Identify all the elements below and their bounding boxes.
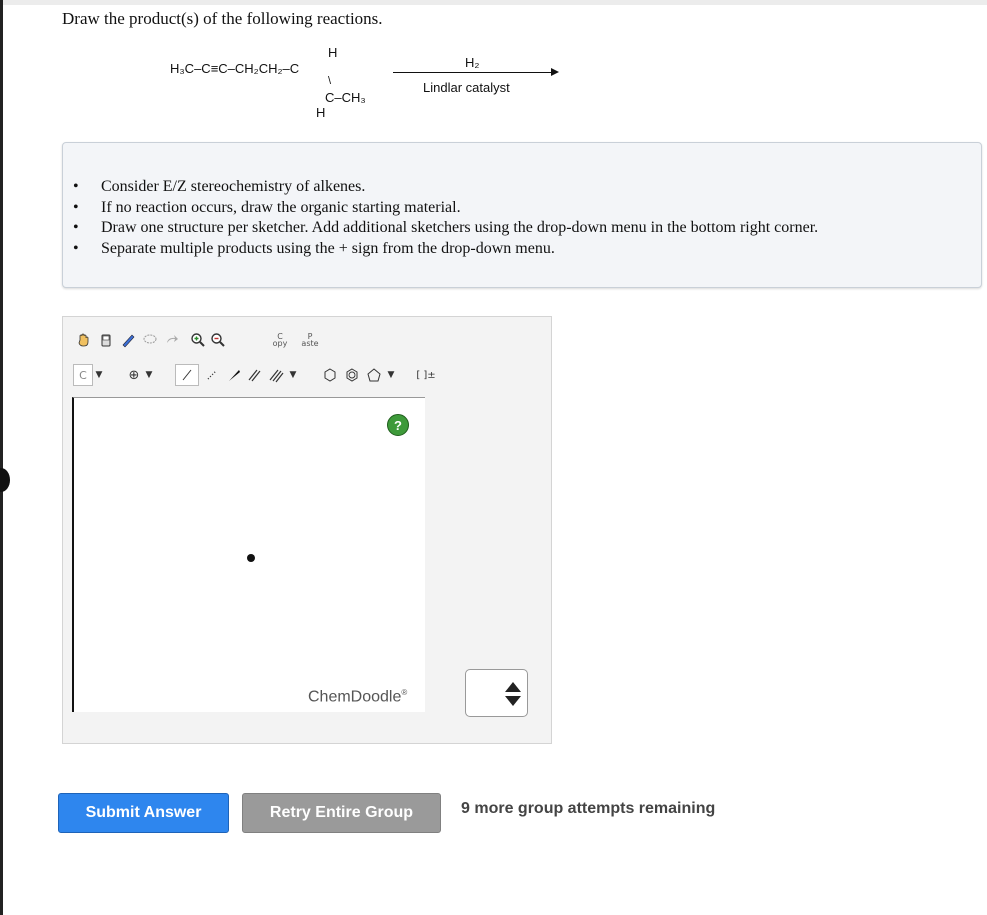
hand-tool-icon[interactable] bbox=[73, 329, 95, 351]
brand-registered-mark: ® bbox=[401, 688, 408, 697]
element-selector[interactable]: C bbox=[73, 364, 93, 386]
instructions-box bbox=[62, 142, 982, 288]
lasso-icon[interactable] bbox=[139, 329, 161, 351]
question-title: Draw the product(s) of the following reactions. bbox=[62, 9, 383, 28]
paste-button[interactable]: P aste bbox=[301, 332, 319, 348]
charge-dropdown-icon[interactable]: ▼ bbox=[145, 370, 153, 380]
bond-dropdown-icon[interactable]: ▼ bbox=[289, 370, 297, 380]
charge-plus-icon[interactable]: ⊕ bbox=[128, 367, 140, 383]
double-bond-mark: \ bbox=[328, 75, 332, 87]
chemdoodle-brand bbox=[308, 688, 407, 706]
reaction-arrow bbox=[393, 72, 553, 73]
double-bond-icon[interactable] bbox=[243, 364, 265, 386]
reactant-chain: H₃C–C≡C–CH₂CH₂–C bbox=[170, 61, 300, 76]
catalyst-label: Lindlar catalyst bbox=[423, 80, 510, 95]
instructions-list bbox=[101, 177, 818, 259]
top-hydrogen: H bbox=[328, 45, 338, 60]
spinner-up-icon[interactable] bbox=[505, 682, 521, 692]
canvas-dot bbox=[247, 554, 255, 562]
chemdoodle-sketcher bbox=[62, 316, 552, 744]
wedge-bond-icon[interactable] bbox=[223, 364, 245, 386]
element-dropdown-icon[interactable]: ▼ bbox=[95, 370, 103, 380]
dashed-bond-icon[interactable] bbox=[201, 364, 223, 386]
branch-group: C–CH₃ bbox=[325, 90, 366, 105]
reaction-scheme bbox=[165, 45, 565, 125]
attempts-remaining-text: 9 more group attempts remaining bbox=[461, 800, 716, 817]
brand-name: ChemDoodle bbox=[308, 688, 402, 706]
pentagon-ring-icon[interactable] bbox=[363, 364, 385, 386]
spinner-down-icon[interactable] bbox=[505, 696, 521, 706]
reaction-arrowhead bbox=[551, 68, 559, 76]
retry-group-button[interactable]: Retry Entire Group bbox=[242, 793, 441, 833]
instruction-item: • Consider E/Z stereochemistry of alkenes. bbox=[101, 177, 818, 198]
instruction-item: • If no reaction occurs, draw the organic starting material. bbox=[101, 198, 818, 219]
left-edge-handle[interactable] bbox=[0, 468, 10, 492]
bottom-hydrogen: H bbox=[316, 105, 326, 120]
instruction-item: • Draw one structure per sketcher. Add additional sketchers using the drop-down menu in the bottom right corner. bbox=[101, 218, 818, 239]
eraser-icon[interactable] bbox=[95, 329, 117, 351]
ring-dropdown-icon[interactable]: ▼ bbox=[387, 370, 395, 380]
instruction-item: • Separate multiple products using the + sign from the drop-down menu. bbox=[101, 239, 818, 260]
sketcher-count-spinner[interactable] bbox=[465, 669, 528, 717]
left-edge-bar bbox=[0, 0, 3, 915]
bracket-charge-button[interactable]: [ ]± bbox=[416, 369, 436, 381]
redo-icon[interactable] bbox=[161, 329, 183, 351]
pencil-icon[interactable] bbox=[117, 329, 139, 351]
drawing-canvas[interactable] bbox=[72, 397, 425, 712]
reagent-label: H₂ bbox=[465, 55, 480, 70]
top-bar bbox=[0, 0, 987, 5]
help-button[interactable]: ? bbox=[387, 414, 409, 436]
submit-answer-button[interactable]: Submit Answer bbox=[58, 793, 229, 833]
benzene-ring-icon[interactable] bbox=[341, 364, 363, 386]
hexagon-ring-icon[interactable] bbox=[319, 364, 341, 386]
zoom-out-icon[interactable] bbox=[207, 329, 229, 351]
zoom-in-icon[interactable] bbox=[187, 329, 209, 351]
single-bond-icon[interactable] bbox=[175, 364, 199, 386]
triple-bond-icon[interactable] bbox=[265, 364, 287, 386]
copy-button[interactable]: C opy bbox=[272, 332, 288, 348]
